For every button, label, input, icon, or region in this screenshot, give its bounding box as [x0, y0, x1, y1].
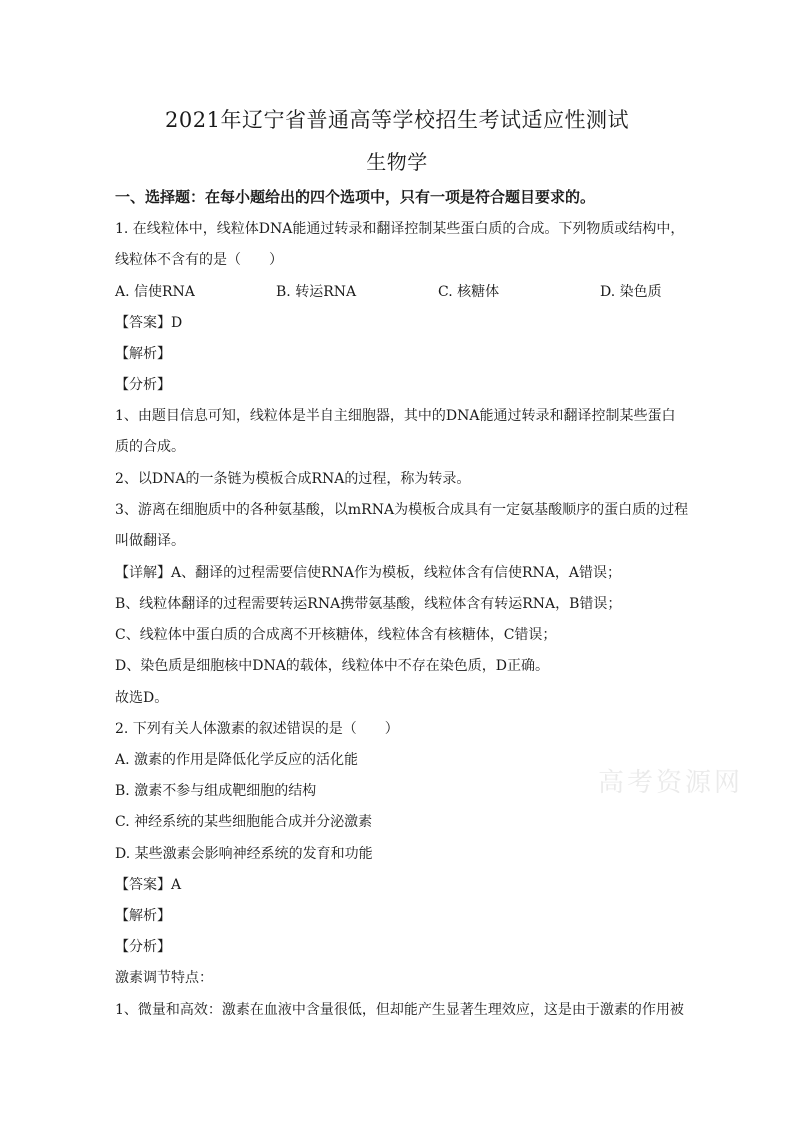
- q1-answer: 【答案】D: [115, 315, 183, 331]
- watermark: 高考资源网: [598, 768, 744, 798]
- q2-analysis-label: 【解析】: [115, 908, 171, 924]
- q2-option-a: A. 激素的作用是降低化学反应的活化能: [115, 752, 359, 768]
- q1-conclusion: 故选D。: [115, 690, 169, 706]
- q1-analysis-line: 3、游离在细胞质中的各种氨基酸，以mRNA为模板合成具有一定氨基酸顺序的蛋白质的过程: [115, 502, 689, 518]
- q2-analysis-line: 激素调节特点：: [115, 970, 213, 986]
- q1-detail-line: B、线粒体翻译的过程需要转运RNA携带氨基酸，线粒体含有转运RNA，B错误；: [115, 596, 622, 612]
- q1-fenxi-label: 【分析】: [115, 377, 171, 393]
- q1-analysis-line: 1、由题目信息可知，线粒体是半自主细胞器，其中的DNA能通过转录和翻译控制某些蛋白: [115, 408, 676, 424]
- q2-option-c: C. 神经系统的某些细胞能合成并分泌激素: [115, 814, 373, 830]
- q1-option-a: A. 信使RNA: [115, 284, 195, 300]
- document-subtitle: 生物学: [366, 150, 428, 174]
- section-heading: 一、选择题：在每小题给出的四个选项中，只有一项是符合题目要求的。: [115, 188, 596, 206]
- q1-detail-line: C、线粒体中蛋白质的合成离不开核糖体，线粒体含有核糖体，C错误；: [115, 627, 557, 643]
- document-title: 2021年辽宁省普通高等学校招生考试适应性测试: [165, 108, 629, 132]
- q2-answer: 【答案】A: [115, 877, 182, 893]
- q2-stem: 2. 下列有关人体激素的叙述错误的是（ ）: [115, 721, 399, 737]
- q1-detail-line: D、染色质是细胞核中DNA的载体，线粒体中不存在染色质，D正确。: [115, 658, 550, 674]
- q1-stem-line1: 1. 在线粒体中，线粒体DNA能通过转录和翻译控制某些蛋白质的合成。下列物质或结构中，: [115, 221, 685, 237]
- q1-stem-line2: 线粒体不含有的是（ ）: [115, 252, 283, 268]
- q1-analysis-line: 叫做翻译。: [115, 533, 185, 549]
- q2-fenxi-label: 【分析】: [115, 939, 171, 955]
- q2-option-b: B. 激素不参与组成靶细胞的结构: [115, 783, 317, 799]
- q1-detail-line: 【详解】A、翻译的过程需要信使RNA作为模板，线粒体含有信使RNA，A错误；: [115, 565, 622, 581]
- q1-analysis-label: 【解析】: [115, 346, 171, 362]
- q1-option-d: D. 染色质: [600, 284, 662, 300]
- q2-analysis-line: 1、微量和高效：激素在血液中含量很低，但却能产生显著生理效应，这是由于激素的作用被: [115, 1002, 684, 1018]
- q2-option-d: D. 某些激素会影响神经系统的发育和功能: [115, 846, 373, 862]
- q1-option-c: C. 核糖体: [438, 284, 500, 300]
- q1-analysis-line: 2、以DNA的一条链为模板合成RNA的过程，称为转录。: [115, 471, 471, 487]
- q1-option-b: B. 转运RNA: [276, 284, 357, 300]
- q1-analysis-line: 质的合成。: [115, 439, 185, 455]
